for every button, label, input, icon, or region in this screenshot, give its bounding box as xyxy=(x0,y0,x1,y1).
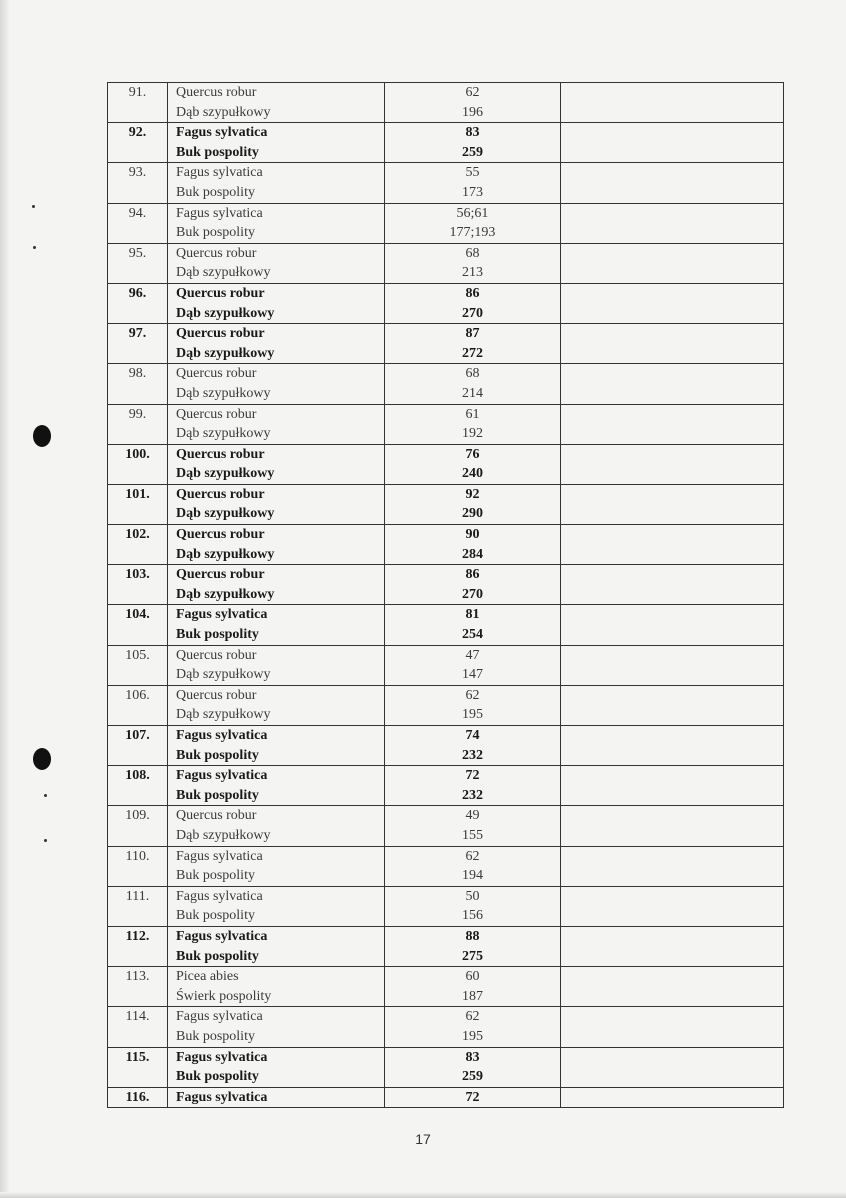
species-polish-name: Buk pospolity xyxy=(176,225,255,241)
measurement-cell xyxy=(385,203,561,243)
notes-cell xyxy=(561,846,784,886)
notes-cell xyxy=(561,605,784,645)
measurement-circumference: 284 xyxy=(462,546,483,562)
measurement-cell xyxy=(385,283,561,323)
species-latin-name: Fagus sylvatica xyxy=(176,768,268,784)
species-polish-name: Dąb szypułkowy xyxy=(176,827,271,843)
measurement-diameter: 87 xyxy=(465,326,480,342)
species-polish-name: Buk pospolity xyxy=(176,787,259,803)
notes-cell xyxy=(561,444,784,484)
row-number-cell xyxy=(108,243,168,283)
measurement-circumference: 194 xyxy=(462,868,483,884)
species-latin-name: Fagus sylvatica xyxy=(176,1009,263,1025)
measurement-cell xyxy=(385,605,561,645)
measurement-cell xyxy=(385,565,561,605)
measurement-circumference: 195 xyxy=(462,1028,483,1044)
species-name-cell xyxy=(168,846,385,886)
measurement-diameter: 68 xyxy=(465,366,480,382)
species-latin-name: Quercus robur xyxy=(176,486,265,502)
page-bottom-shadow xyxy=(0,1192,846,1198)
species-name-cell xyxy=(168,806,385,846)
table-row xyxy=(108,645,784,685)
measurement-circumference: 290 xyxy=(462,506,483,522)
punch-hole-top xyxy=(33,425,51,447)
measurement-diameter: 47 xyxy=(465,647,480,663)
species-polish-name: Buk pospolity xyxy=(176,948,259,964)
measurement-circumference: 270 xyxy=(462,586,483,602)
species-polish-name: Buk pospolity xyxy=(176,747,259,763)
row-number-cell xyxy=(108,163,168,203)
table-row xyxy=(108,967,784,1007)
measurement-diameter: 61 xyxy=(465,406,480,422)
notes-cell xyxy=(561,1047,784,1087)
species-polish-name: Dąb szypułkowy xyxy=(176,707,271,723)
measurement-diameter: 62 xyxy=(465,85,480,100)
measurement-circumference: 187 xyxy=(462,988,483,1004)
measurement-circumference: 177;193 xyxy=(449,225,496,241)
species-latin-name: Picea abies xyxy=(176,969,239,985)
table-row xyxy=(108,283,784,323)
measurement-circumference: 147 xyxy=(462,667,483,683)
scan-speck xyxy=(32,205,35,208)
species-latin-name: Quercus robur xyxy=(176,647,257,663)
row-number-cell xyxy=(108,324,168,364)
row-number-cell xyxy=(108,404,168,444)
species-latin-name: Fagus sylvatica xyxy=(176,125,268,141)
row-number: 106. xyxy=(125,687,150,703)
measurement-cell xyxy=(385,846,561,886)
measurement-circumference: 270 xyxy=(462,305,483,321)
measurement-cell xyxy=(385,123,561,163)
notes-cell xyxy=(561,766,784,806)
punch-hole-bottom xyxy=(33,748,51,770)
species-polish-name: Dąb szypułkowy xyxy=(176,667,271,683)
measurement-circumference: 232 xyxy=(462,747,483,763)
species-name-cell xyxy=(168,283,385,323)
scan-speck xyxy=(33,246,36,249)
species-name-cell xyxy=(168,1047,385,1087)
measurement-diameter: 74 xyxy=(465,728,480,743)
species-name-cell xyxy=(168,685,385,725)
table-row xyxy=(108,83,784,123)
species-latin-name: Quercus robur xyxy=(176,326,265,342)
species-name-cell xyxy=(168,886,385,926)
row-number: 108. xyxy=(125,768,150,784)
table-row xyxy=(108,1087,784,1108)
measurement-diameter: 76 xyxy=(465,446,480,462)
row-number-cell xyxy=(108,83,168,123)
measurement-cell xyxy=(385,404,561,444)
row-number: 107. xyxy=(125,728,150,743)
row-number-cell xyxy=(108,283,168,323)
table-row xyxy=(108,243,784,283)
row-number-cell xyxy=(108,645,168,685)
notes-cell xyxy=(561,484,784,524)
species-name-cell xyxy=(168,484,385,524)
notes-cell xyxy=(561,726,784,766)
measurement-circumference: 232 xyxy=(462,787,483,803)
notes-cell xyxy=(561,525,784,565)
species-polish-name: Dąb szypułkowy xyxy=(176,265,271,281)
row-number-cell xyxy=(108,1047,168,1087)
measurement-cell xyxy=(385,484,561,524)
row-number-cell xyxy=(108,364,168,404)
measurement-cell xyxy=(385,886,561,926)
row-number-cell xyxy=(108,926,168,966)
species-polish-name: Dąb szypułkowy xyxy=(176,586,275,602)
measurement-diameter: 62 xyxy=(465,687,480,703)
measurement-circumference: 155 xyxy=(462,827,483,843)
species-name-cell xyxy=(168,243,385,283)
row-number: 114. xyxy=(125,1009,150,1025)
table-row xyxy=(108,766,784,806)
row-number: 115. xyxy=(125,1049,150,1065)
table-row xyxy=(108,525,784,565)
species-polish-name: Dąb szypułkowy xyxy=(176,305,275,321)
row-number: 95. xyxy=(128,245,147,261)
row-number-cell xyxy=(108,203,168,243)
table-row xyxy=(108,163,784,203)
notes-cell xyxy=(561,645,784,685)
scan-speck xyxy=(44,794,47,797)
species-name-cell xyxy=(168,726,385,766)
row-number: 96. xyxy=(128,285,147,301)
notes-cell xyxy=(561,123,784,163)
species-name-cell xyxy=(168,1007,385,1047)
row-number: 104. xyxy=(125,607,150,623)
table-row xyxy=(108,1007,784,1047)
table-row xyxy=(108,444,784,484)
row-number-cell xyxy=(108,525,168,565)
measurement-diameter: 50 xyxy=(465,888,480,904)
species-polish-name: Dąb szypułkowy xyxy=(176,345,275,361)
measurement-diameter: 68 xyxy=(465,245,480,261)
row-number: 116. xyxy=(125,1089,150,1105)
measurement-cell xyxy=(385,243,561,283)
row-number-cell xyxy=(108,726,168,766)
row-number: 103. xyxy=(125,567,150,583)
species-name-cell xyxy=(168,926,385,966)
measurement-cell xyxy=(385,806,561,846)
row-number: 112. xyxy=(125,928,150,944)
species-name-cell xyxy=(168,967,385,1007)
species-polish-name: Dąb szypułkowy xyxy=(176,546,275,562)
species-polish-name: Dąb szypułkowy xyxy=(176,104,271,120)
measurement-circumference: 275 xyxy=(462,948,483,964)
species-latin-name: Fagus sylvatica xyxy=(176,1089,268,1105)
species-name-cell xyxy=(168,404,385,444)
species-name-cell xyxy=(168,123,385,163)
species-latin-name: Quercus robur xyxy=(176,285,265,301)
notes-cell xyxy=(561,324,784,364)
measurement-circumference: 254 xyxy=(462,627,483,643)
table-row xyxy=(108,926,784,966)
measurement-diameter: 72 xyxy=(465,1089,480,1105)
measurement-circumference: 259 xyxy=(462,1069,483,1085)
species-latin-name: Quercus robur xyxy=(176,567,265,583)
measurement-cell xyxy=(385,1007,561,1047)
notes-cell xyxy=(561,203,784,243)
notes-cell xyxy=(561,926,784,966)
table-row xyxy=(108,605,784,645)
species-polish-name: Buk pospolity xyxy=(176,908,255,924)
row-number-cell xyxy=(108,1007,168,1047)
row-number-cell xyxy=(108,123,168,163)
row-number: 99. xyxy=(128,406,147,422)
row-number-cell xyxy=(108,1087,168,1108)
species-name-cell xyxy=(168,766,385,806)
notes-cell xyxy=(561,565,784,605)
species-name-cell xyxy=(168,605,385,645)
measurement-cell xyxy=(385,766,561,806)
notes-cell xyxy=(561,404,784,444)
measurement-circumference: 272 xyxy=(462,345,483,361)
measurement-diameter: 62 xyxy=(465,848,480,864)
measurement-circumference: 196 xyxy=(462,104,483,120)
notes-cell xyxy=(561,83,784,123)
measurement-cell xyxy=(385,444,561,484)
species-name-cell xyxy=(168,565,385,605)
row-number: 100. xyxy=(125,446,150,462)
table-row xyxy=(108,364,784,404)
measurement-cell xyxy=(385,364,561,404)
species-latin-name: Quercus robur xyxy=(176,687,257,703)
notes-cell xyxy=(561,685,784,725)
row-number-cell xyxy=(108,967,168,1007)
measurement-diameter: 83 xyxy=(465,1049,480,1065)
notes-cell xyxy=(561,364,784,404)
species-polish-name: Dąb szypułkowy xyxy=(176,426,271,442)
notes-cell xyxy=(561,243,784,283)
row-number: 92. xyxy=(128,125,147,141)
measurement-circumference: 156 xyxy=(462,908,483,924)
measurement-diameter: 56;61 xyxy=(456,205,489,221)
notes-cell xyxy=(561,886,784,926)
species-name-cell xyxy=(168,203,385,243)
row-number-cell xyxy=(108,886,168,926)
table-body xyxy=(108,83,784,1108)
table-row xyxy=(108,886,784,926)
table-row xyxy=(108,203,784,243)
measurement-diameter: 92 xyxy=(465,486,480,502)
measurement-cell xyxy=(385,324,561,364)
species-latin-name: Fagus sylvatica xyxy=(176,205,263,221)
table-row xyxy=(108,685,784,725)
notes-cell xyxy=(561,163,784,203)
species-latin-name: Quercus robur xyxy=(176,808,257,824)
table-row xyxy=(108,846,784,886)
species-name-cell xyxy=(168,444,385,484)
notes-cell xyxy=(561,1007,784,1047)
measurement-diameter: 49 xyxy=(465,808,480,824)
measurement-diameter: 81 xyxy=(465,607,480,623)
measurement-cell xyxy=(385,1087,561,1108)
species-polish-name: Buk pospolity xyxy=(176,1069,259,1085)
species-name-cell xyxy=(168,324,385,364)
measurement-circumference: 195 xyxy=(462,707,483,723)
measurement-cell xyxy=(385,967,561,1007)
row-number: 111. xyxy=(125,888,150,904)
table-row xyxy=(108,324,784,364)
measurement-diameter: 62 xyxy=(465,1009,480,1025)
measurement-circumference: 213 xyxy=(462,265,483,281)
species-latin-name: Fagus sylvatica xyxy=(176,607,268,623)
species-name-cell xyxy=(168,364,385,404)
table-row xyxy=(108,1047,784,1087)
species-latin-name: Quercus robur xyxy=(176,245,257,261)
species-latin-name: Fagus sylvatica xyxy=(176,928,268,944)
row-number: 94. xyxy=(128,205,147,221)
measurement-circumference: 214 xyxy=(462,385,483,401)
table-row xyxy=(108,806,784,846)
species-polish-name: Buk pospolity xyxy=(176,184,255,200)
species-latin-name: Quercus robur xyxy=(176,85,257,100)
row-number-cell xyxy=(108,766,168,806)
species-latin-name: Fagus sylvatica xyxy=(176,728,268,743)
table-row xyxy=(108,123,784,163)
notes-cell xyxy=(561,806,784,846)
row-number-cell xyxy=(108,685,168,725)
notes-cell xyxy=(561,283,784,323)
species-polish-name: Dąb szypułkowy xyxy=(176,466,275,482)
species-name-cell xyxy=(168,1087,385,1108)
species-latin-name: Quercus robur xyxy=(176,406,257,422)
row-number: 105. xyxy=(125,647,150,663)
measurement-cell xyxy=(385,83,561,123)
species-latin-name: Fagus sylvatica xyxy=(176,888,263,904)
measurement-cell xyxy=(385,1047,561,1087)
row-number: 91. xyxy=(128,85,147,100)
table-row xyxy=(108,565,784,605)
species-polish-name: Buk pospolity xyxy=(176,144,259,160)
measurement-diameter: 90 xyxy=(465,527,480,543)
row-number-cell xyxy=(108,444,168,484)
species-polish-name: Buk pospolity xyxy=(176,627,259,643)
measurement-cell xyxy=(385,645,561,685)
page-number: 17 xyxy=(415,1131,431,1147)
notes-cell xyxy=(561,1087,784,1108)
scan-speck xyxy=(44,839,47,842)
measurement-diameter: 86 xyxy=(465,285,480,301)
measurement-diameter: 88 xyxy=(465,928,480,944)
measurement-diameter: 83 xyxy=(465,125,480,141)
measurement-cell xyxy=(385,926,561,966)
page-edge-shadow xyxy=(0,0,10,1198)
species-latin-name: Quercus robur xyxy=(176,366,257,382)
measurement-diameter: 72 xyxy=(465,768,480,784)
row-number-cell xyxy=(108,605,168,645)
measurement-circumference: 173 xyxy=(462,184,483,200)
row-number: 113. xyxy=(125,969,150,985)
table-row xyxy=(108,484,784,524)
row-number-cell xyxy=(108,846,168,886)
species-latin-name: Fagus sylvatica xyxy=(176,848,263,864)
row-number-cell xyxy=(108,484,168,524)
measurement-circumference: 240 xyxy=(462,466,483,482)
species-latin-name: Quercus robur xyxy=(176,446,265,462)
species-latin-name: Fagus sylvatica xyxy=(176,165,263,181)
row-number: 109. xyxy=(125,808,150,824)
measurement-cell xyxy=(385,163,561,203)
row-number-cell xyxy=(108,565,168,605)
species-name-cell xyxy=(168,83,385,123)
species-polish-name: Buk pospolity xyxy=(176,1028,255,1044)
measurement-circumference: 259 xyxy=(462,144,483,160)
notes-cell xyxy=(561,967,784,1007)
species-latin-name: Fagus sylvatica xyxy=(176,1049,268,1065)
table-row xyxy=(108,404,784,444)
measurement-cell xyxy=(385,685,561,725)
species-polish-name: Dąb szypułkowy xyxy=(176,506,275,522)
species-polish-name: Świerk pospolity xyxy=(176,988,272,1004)
table-row xyxy=(108,726,784,766)
measurement-circumference: 192 xyxy=(462,426,483,442)
row-number: 97. xyxy=(128,326,147,342)
measurement-diameter: 60 xyxy=(465,969,480,985)
species-name-cell xyxy=(168,645,385,685)
row-number: 98. xyxy=(128,366,147,382)
measurement-cell xyxy=(385,525,561,565)
row-number: 102. xyxy=(125,527,150,543)
row-number: 101. xyxy=(125,486,150,502)
row-number: 93. xyxy=(128,165,147,181)
species-latin-name: Quercus robur xyxy=(176,527,265,543)
species-polish-name: Dąb szypułkowy xyxy=(176,385,271,401)
measurement-cell xyxy=(385,726,561,766)
measurement-diameter: 55 xyxy=(465,165,480,181)
species-polish-name: Buk pospolity xyxy=(176,868,255,884)
tree-inventory-table xyxy=(107,82,784,1108)
row-number: 110. xyxy=(125,848,150,864)
species-name-cell xyxy=(168,163,385,203)
measurement-diameter: 86 xyxy=(465,567,480,583)
species-name-cell xyxy=(168,525,385,565)
row-number-cell xyxy=(108,806,168,846)
